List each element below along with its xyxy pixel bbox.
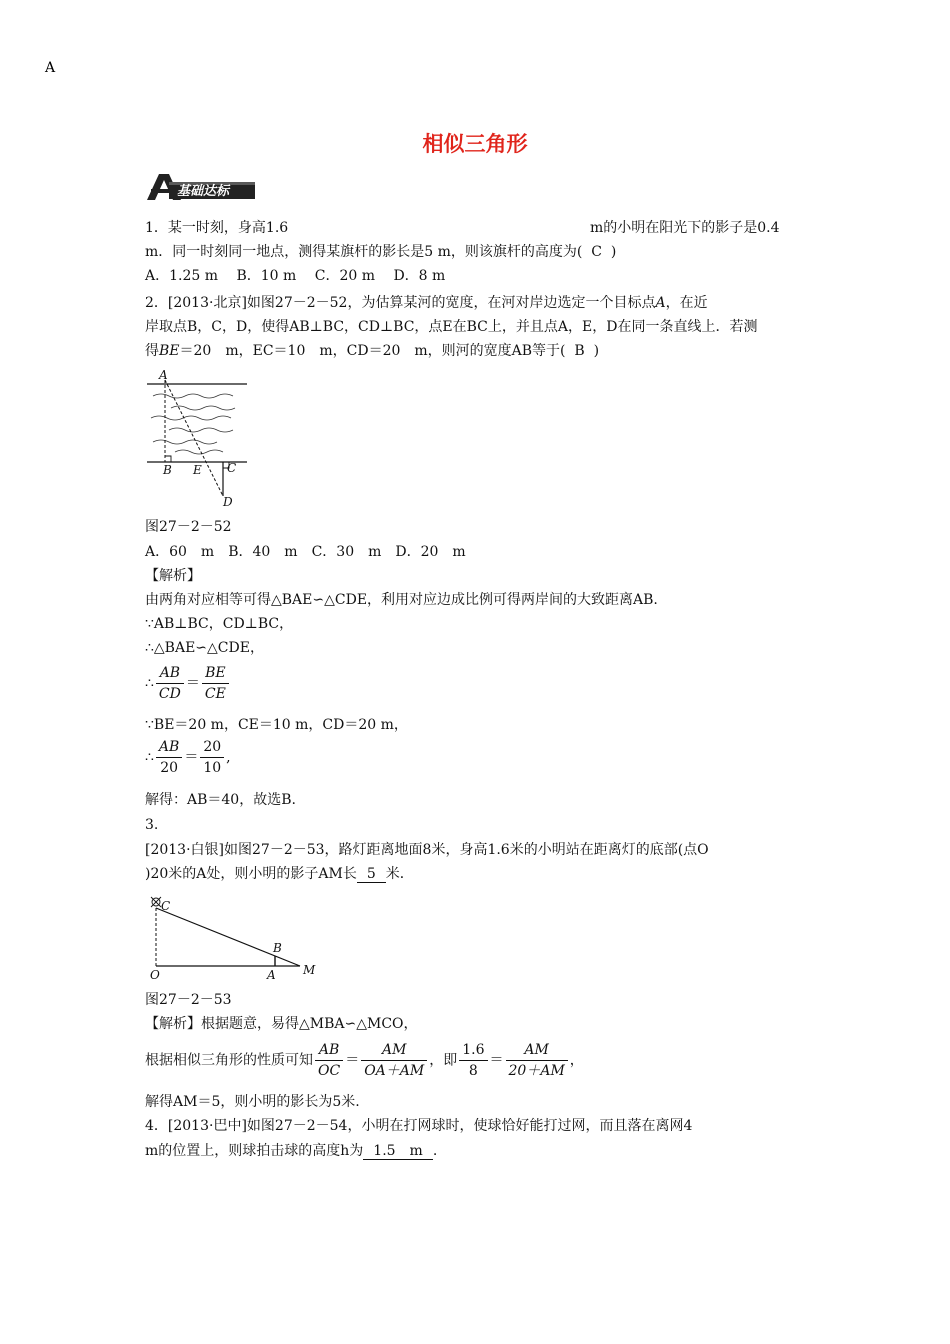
- q2-line2: 岸取点B，C，D，使得AB⊥BC，CD⊥BC，点E在BC上，并且点A，E，D在同一条直线上．若测: [145, 319, 758, 335]
- label-E: E: [193, 463, 202, 477]
- q2-options: A．60 m B．40 m C．30 m D．20 m: [145, 544, 466, 560]
- label-M: M: [303, 963, 316, 977]
- q2-analysis-s7: 解得：AB＝40，故选B.: [145, 792, 296, 808]
- label-C: C: [227, 461, 237, 475]
- q3-analysis-a1: 【解析】根据题意，易得△MBA∽△MCO，: [145, 1016, 418, 1032]
- q2-analysis-s4: ∴ $\frac{AB}{CD}$ ＝ $\frac{BE}{CE}$: [145, 663, 231, 704]
- label-A2: A: [267, 968, 276, 982]
- q2-analysis-label: 【解析】: [145, 568, 201, 584]
- q3-analysis-a2: 根据相似三角形的性质可知 $\frac{AB}{OC}$ ＝ $\frac{AM}{OA+AM}$ ，即 $\frac{1.6}{8}$ ＝ $\frac{AM}{20+AM}$ ，: [145, 1042, 584, 1079]
- q3-analysis-a3: 解得AM＝5，则小明的影长为5米.: [145, 1094, 360, 1110]
- q2-analysis-s1: 由两角对应相等可得△BAE∽△CDE，利用对应边成比例可得两岸间的大致距离AB.: [145, 592, 658, 608]
- label-C2: C: [161, 899, 171, 913]
- section-badge-icon: [45, 60, 257, 202]
- page-title: 相似三角形: [422, 131, 528, 156]
- q2-fig-caption: 图27－2－52: [145, 519, 232, 535]
- q1-answer: C: [591, 244, 602, 260]
- q2-line1: 2．[2013·北京]如图27－2－52，为估算某河的宽度，在河对岸边选定一个目标点A，在近: [145, 295, 708, 311]
- q3-fig-caption: 图27－2－53: [145, 992, 232, 1008]
- q4-line2: m的位置上，则球拍击球的高度h为 1.5 m .: [145, 1143, 438, 1159]
- lamp-figure: [145, 890, 325, 980]
- q3-line2: )20米的A处，则小明的影子AM长 5 米．: [145, 866, 414, 882]
- q2-line3: 得BE＝20 m，EC＝10 m，CD＝20 m，则河的宽度AB等于( B ): [145, 343, 600, 359]
- q2-analysis-s6: ∴ $\frac{AB}{20}$ ＝ $\frac{20}{10}$ ,: [145, 739, 231, 776]
- q4-answer: 1.5 m: [363, 1143, 433, 1160]
- q1-line2: m．同一时刻同一地点，测得某旗杆的影长是5 m，则该旗杆的高度为( C ): [145, 244, 617, 260]
- label-O: O: [150, 968, 160, 982]
- q3-answer: 5: [357, 866, 386, 883]
- label-B: B: [163, 463, 172, 477]
- label-B2: B: [273, 941, 282, 955]
- q2-analysis-s3: ∴△BAE∽△CDE，: [145, 640, 264, 656]
- q3-number: 3.: [145, 817, 159, 833]
- q2-analysis-s2: ∵AB⊥BC，CD⊥BC，: [145, 616, 294, 632]
- q4-line1: 4．[2013·巴中]如图27－2－54，小明在打网球时，使球恰好能打过网，而且落在离网4: [145, 1118, 693, 1134]
- q2-analysis-s5: ∵BE＝20 m，CE＝10 m，CD＝20 m，: [145, 717, 408, 733]
- river-figure: [145, 366, 255, 511]
- q2-answer: B: [574, 343, 585, 359]
- q1-line1: 1．某一时刻，身高1.6: [145, 220, 289, 236]
- q1-line1-cont: m的小明在阳光下的影子是0.4: [590, 220, 780, 236]
- section-letter: A: [45, 60, 56, 76]
- q1-options: A．1.25 m B．10 m C．20 m D．8 m: [145, 268, 446, 284]
- section-label: 基础达标: [177, 184, 230, 199]
- q3-line1: [2013·白银]如图27－2－53，路灯距离地面8米，身高1.6米的小明站在距离灯的底部(点O: [145, 842, 709, 858]
- label-A: A: [159, 368, 168, 382]
- label-D: D: [223, 495, 233, 509]
